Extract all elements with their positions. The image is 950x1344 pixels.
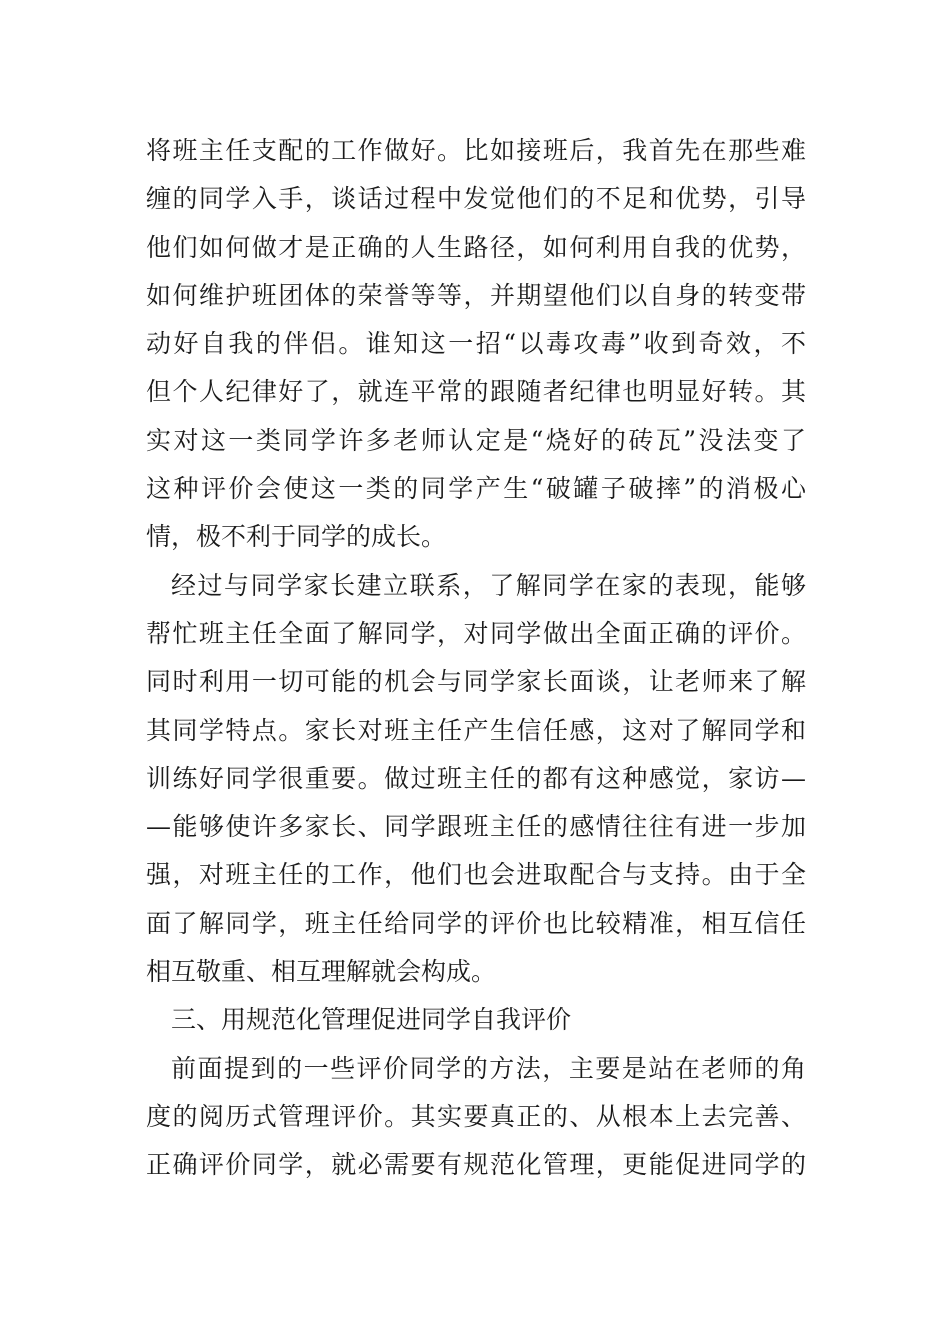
text-line: 前面提到的一些评价同学的方法，主要是站在老师的角: [171, 1053, 806, 1083]
text-line: 这种评价会使这一类的同学产生“破罐子破摔”的消极心: [146, 474, 806, 504]
text-line: —能够使许多家长、同学跟班主任的感情往往有进一步加: [146, 812, 806, 842]
text-line: 但个人纪律好了，就连平常的跟随者纪律也明显好转。其: [146, 377, 806, 407]
text-line: 缠的同学入手，谈话过程中发觉他们的不足和优势，引导: [146, 184, 806, 214]
text-line: 他们如何做才是正确的人生路径，如何利用自我的优势，: [146, 232, 806, 262]
text-line: 训练好同学很重要。做过班主任的都有这种感觉，家访—: [146, 763, 806, 793]
text-line: 面了解同学，班主任给同学的评价也比较精准，相互信任: [146, 908, 806, 938]
text-line: 经过与同学家长建立联系，了解同学在家的表现，能够: [171, 570, 806, 600]
text-line: 度的阅历式管理评价。其实要真正的、从根本上去完善、: [146, 1101, 806, 1131]
text-line: 如何维护班团体的荣誉等等，并期望他们以自身的转变带: [146, 280, 806, 310]
text-line: 帮忙班主任全面了解同学，对同学做出全面正确的评价。: [146, 618, 806, 648]
text-line: 动好自我的伴侣。谁知这一招“以毒攻毒”收到奇效，不: [146, 329, 806, 359]
text-line: 情，极不利于同学的成长。: [146, 522, 447, 552]
text-line: 三、用规范化管理促进同学自我评价: [171, 1005, 572, 1035]
text-line: 将班主任支配的工作做好。比如接班后，我首先在那些难: [146, 136, 806, 165]
text-line: 正确评价同学，就必需要有规范化管理，更能促进同学的: [146, 1150, 806, 1180]
text-line: 相互敬重、相互理解就会构成。: [146, 957, 497, 987]
body-text: [146, 127, 806, 1190]
text-line: 其同学特点。家长对班主任产生信任感，这对了解同学和: [146, 715, 806, 745]
text-line: 同时利用一切可能的机会与同学家长面谈，让老师来了解: [146, 667, 806, 697]
text-line: 实对这一类同学许多老师认定是“烧好的砖瓦”没法变了: [146, 425, 806, 455]
text-line: 强，对班主任的工作，他们也会进取配合与支持。由于全: [146, 860, 806, 890]
